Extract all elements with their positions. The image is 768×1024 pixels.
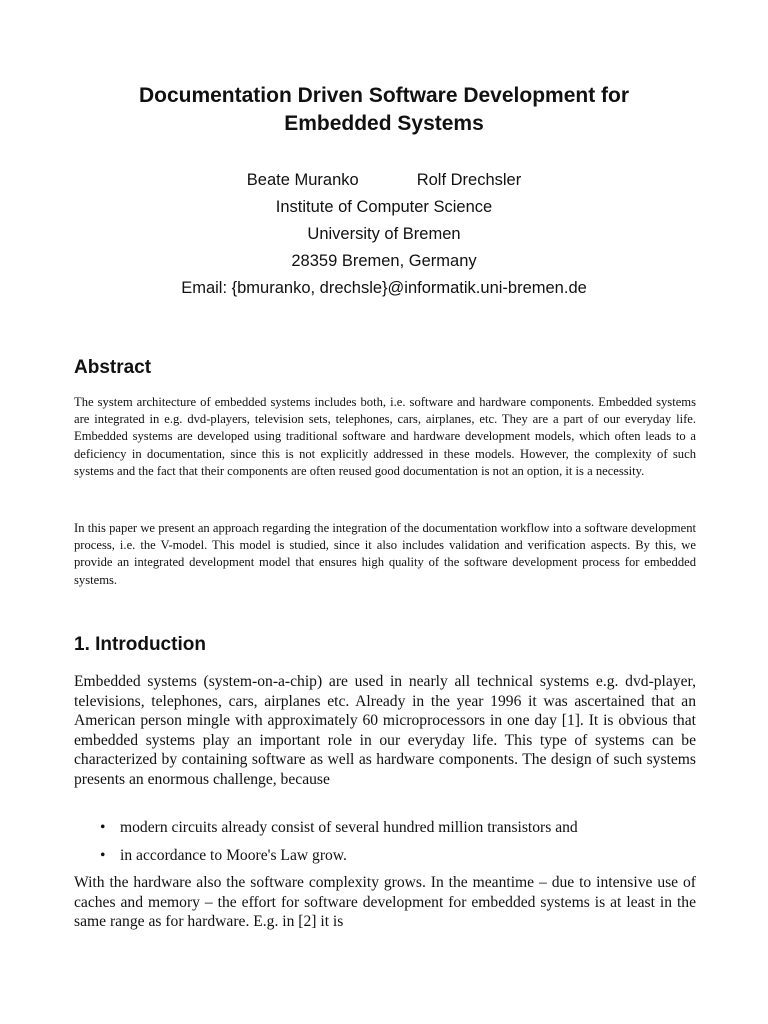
introduction-bullet-list — [74, 818, 696, 874]
title-line-2: Embedded Systems — [284, 112, 484, 135]
introduction-paragraph-2: With the hardware also the software complexity grows. In the meantime – due to intensive use of caches and memory – the effort for software development for embedded systems is at least in the same range as for hardware. E.g. in [2] it is — [74, 874, 696, 931]
author-names — [0, 167, 768, 194]
author-address: 28359 Bremen, Germany — [291, 252, 477, 270]
abstract-paragraph-2: In this paper we present an approach regarding the integration of the documentation workflow into a software development process, i.e. the V-model. This model is studied, since it also includes validation and verification aspects. By this, we provide an integrated development model that ensures high quality of the software development process for embedded systems. — [74, 521, 696, 587]
bullet-icon: • — [100, 847, 106, 864]
paper-title — [0, 82, 768, 138]
list-item — [74, 818, 696, 846]
author-block — [0, 167, 768, 302]
author-university: University of Bremen — [307, 225, 461, 243]
author-institute: Institute of Computer Science — [275, 198, 493, 216]
abstract-heading: Abstract — [74, 357, 152, 378]
author-email: Email: {bmuranko, drechsle}@informatik.uni-bremen.de — [181, 279, 587, 297]
bullet-icon: • — [100, 819, 106, 836]
list-item — [74, 846, 696, 874]
bullet-text: modern circuits already consist of several hundred million transistors and — [120, 819, 578, 836]
introduction-heading: 1. Introduction — [74, 634, 206, 655]
author-name-2: Rolf Drechsler — [416, 171, 522, 189]
abstract-paragraph-1: The system architecture of embedded systems includes both, i.e. software and hardware components. Embedded systems are integrated in e.g. dvd-players, television sets, telephones, cars, airplanes, etc. They are a part of our everyday life. Embedded systems are developed using traditional software and hardware development models, which often leads to a deficiency in documentation, since this is not explicitly addressed in these models. However, the complexity of such systems and the fact that their components are often reused good documentation is not an option, it is a necessity. — [74, 395, 696, 478]
author-name-1: Beate Muranko — [246, 171, 359, 189]
title-line-1: Documentation Driven Software Development for — [138, 84, 630, 107]
introduction-paragraph-1: Embedded systems (system-on-a-chip) are used in nearly all technical systems e.g. dvd-player, televisions, telephones, cars, airplanes etc. Already in the year 1996 it was ascertained that an American person mingle with approximately 60 microprocessors in one day [1]. It is obvious that embedded systems play an important role in our everyday life. This type of systems can be characterized by containing software as well as hardware components. The design of such systems presents an enormous challenge, because — [74, 673, 696, 788]
bullet-text: in accordance to Moore's Law grow. — [120, 847, 347, 864]
